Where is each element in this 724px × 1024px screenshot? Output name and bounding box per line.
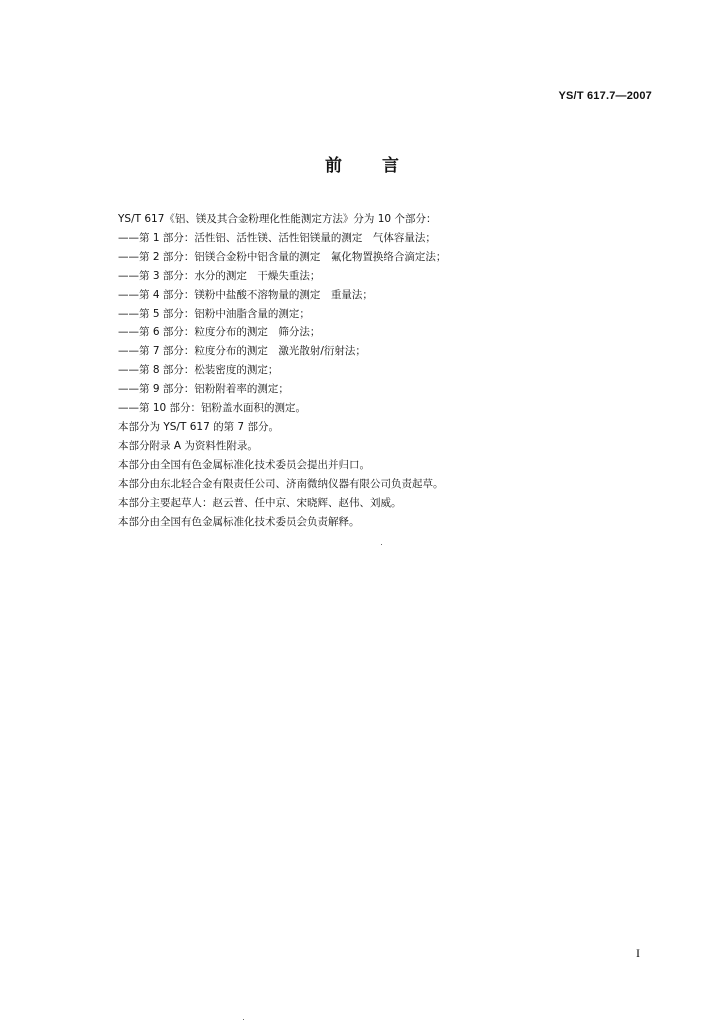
foreword-body xyxy=(118,210,638,531)
part-5-item: ——第 5 部分：铝粉中油脂含量的测定； xyxy=(118,307,310,320)
part-4-item: ——第 4 部分：镁粉中盐酸不溶物量的测定 重量法； xyxy=(118,288,373,301)
interpretation-statement: 本部分由全国有色金属标准化技术委员会负责解释。 xyxy=(118,515,360,528)
part-2-item: ——第 2 部分：铝镁合金粉中铝含量的测定 氟化物置换络合滴定法； xyxy=(118,250,447,263)
part-7-item: ——第 7 部分：粒度分布的测定 激光散射/衍射法； xyxy=(118,345,366,358)
document-code: YS/T 617.7—2007 xyxy=(558,90,652,102)
main-drafters: 本部分主要起草人：赵云普、任中京、宋晓辉、赵伟、刘威。 xyxy=(118,496,402,509)
part-8-item: ——第 8 部分：松装密度的测定； xyxy=(118,364,279,377)
part-statement: 本部分为 YS/T 617 的第 7 部分。 xyxy=(118,420,279,433)
scan-speck-mark-bottom xyxy=(243,1019,244,1020)
part-6-item: ——第 6 部分：粒度分布的测定 筛分法； xyxy=(118,326,321,339)
foreword-intro: YS/T 617《铝、镁及其合金粉理化性能测定方法》分为 10 个部分： xyxy=(118,213,437,225)
drafting-organizations: 本部分由东北轻合金有限责任公司、济南微纳仪器有限公司负责起草。 xyxy=(118,477,444,490)
scan-speck-mark xyxy=(381,544,382,545)
appendix-statement: 本部分附录 A 为资料性附录。 xyxy=(118,439,258,452)
part-9-item: ——第 9 部分：铝粉附着率的测定； xyxy=(118,383,289,396)
page-title: 前言 xyxy=(325,156,439,176)
part-1-item: ——第 1 部分：活性铝、活性镁、活性铝镁量的测定 气体容量法； xyxy=(118,231,436,244)
part-3-item: ——第 3 部分：水分的测定 干燥失重法； xyxy=(118,269,321,282)
proposer-statement: 本部分由全国有色金属标准化技术委员会提出并归口。 xyxy=(118,458,370,471)
page-number: I xyxy=(636,946,640,960)
part-10-item: ——第 10 部分：铝粉盖水面积的测定。 xyxy=(118,402,307,415)
